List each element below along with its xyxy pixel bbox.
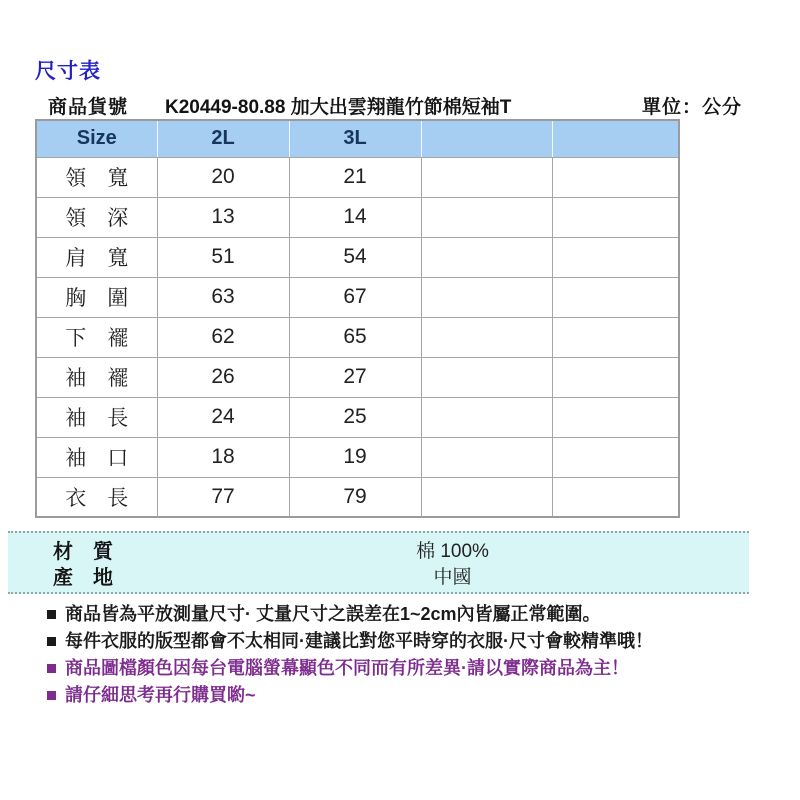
table-row-shoulder-width (36, 237, 679, 277)
value-2l: 13 (157, 197, 289, 237)
col-header-2l: 2L (157, 120, 289, 157)
col-header-empty-2 (552, 120, 679, 157)
empty-cell (552, 317, 679, 357)
size-table (35, 119, 680, 518)
value-2l: 51 (157, 237, 289, 277)
table-row-collar-width (36, 157, 679, 197)
empty-cell (552, 397, 679, 437)
material-section (8, 531, 749, 594)
row-label: 袖 長 (36, 397, 157, 437)
value-2l: 77 (157, 477, 289, 517)
table-row-garment-length (36, 477, 679, 517)
bullet-square-icon (47, 637, 56, 646)
material-value: 棉 100% (416, 540, 489, 562)
origin-label: 產 地 (53, 566, 113, 589)
value-3l: 67 (289, 277, 421, 317)
empty-cell (421, 277, 552, 317)
bullet-square-icon (47, 664, 56, 673)
value-2l: 63 (157, 277, 289, 317)
row-label: 領 深 (36, 197, 157, 237)
bullet-square-icon (47, 691, 56, 700)
empty-cell (421, 317, 552, 357)
origin-value: 中國 (433, 566, 472, 588)
value-3l: 27 (289, 357, 421, 397)
empty-cell (421, 197, 552, 237)
note-line-measurement (47, 601, 653, 628)
table-row-cuff (36, 437, 679, 477)
value-3l: 14 (289, 197, 421, 237)
value-2l: 26 (157, 357, 289, 397)
empty-cell (552, 477, 679, 517)
col-header-3l: 3L (289, 120, 421, 157)
note-text: 每件衣服的版型都會不太相同·建議比對您平時穿的衣服·尺寸會較精準哦！ (65, 631, 653, 651)
notes-section (47, 601, 653, 709)
row-label: 肩 寬 (36, 237, 157, 277)
product-info-row (0, 92, 800, 116)
empty-cell (552, 437, 679, 477)
table-row-sleeve-hem (36, 357, 679, 397)
product-code-name: K20449-80.88 加大出雲翔龍竹節棉短袖T (165, 97, 512, 118)
material-label: 材 質 (53, 540, 113, 563)
note-line-color-disclaimer (47, 655, 653, 682)
row-label: 衣 長 (36, 477, 157, 517)
col-header-size: Size (36, 120, 157, 157)
empty-cell (421, 357, 552, 397)
value-2l: 24 (157, 397, 289, 437)
empty-cell (552, 197, 679, 237)
note-line-purchase-reminder (47, 682, 653, 709)
value-2l: 20 (157, 157, 289, 197)
origin-row (8, 562, 749, 588)
table-row-chest (36, 277, 679, 317)
value-3l: 65 (289, 317, 421, 357)
value-3l: 25 (289, 397, 421, 437)
empty-cell (421, 437, 552, 477)
empty-cell (421, 237, 552, 277)
page-title: 尺寸表 (35, 60, 101, 83)
material-row (8, 536, 749, 562)
row-label: 袖 襬 (36, 357, 157, 397)
note-text: 商品圖檔顏色因每台電腦螢幕顯色不同而有所差異·請以實際商品為主！ (65, 658, 629, 678)
row-label: 領 寬 (36, 157, 157, 197)
empty-cell (552, 237, 679, 277)
row-label: 下 襬 (36, 317, 157, 357)
unit-label: 單位：公分 (641, 97, 742, 118)
note-text: 商品皆為平放測量尺寸· 丈量尺寸之誤差在1~2cm內皆屬正常範圍。 (65, 604, 601, 624)
value-2l: 18 (157, 437, 289, 477)
value-2l: 62 (157, 317, 289, 357)
table-row-hem (36, 317, 679, 357)
size-table-header-row (36, 120, 679, 157)
note-line-fit-advice (47, 628, 653, 655)
row-label: 胸 圍 (36, 277, 157, 317)
empty-cell (552, 277, 679, 317)
col-header-empty-1 (421, 120, 552, 157)
empty-cell (421, 397, 552, 437)
empty-cell (552, 357, 679, 397)
empty-cell (421, 477, 552, 517)
table-row-collar-depth (36, 197, 679, 237)
product-code-label: 商品貨號 (48, 97, 129, 118)
table-row-sleeve-length (36, 397, 679, 437)
value-3l: 21 (289, 157, 421, 197)
empty-cell (552, 157, 679, 197)
value-3l: 54 (289, 237, 421, 277)
value-3l: 79 (289, 477, 421, 517)
bullet-square-icon (47, 610, 56, 619)
note-text: 請仔細思考再行購買喲~ (65, 685, 256, 705)
value-3l: 19 (289, 437, 421, 477)
row-label: 袖 口 (36, 437, 157, 477)
empty-cell (421, 157, 552, 197)
